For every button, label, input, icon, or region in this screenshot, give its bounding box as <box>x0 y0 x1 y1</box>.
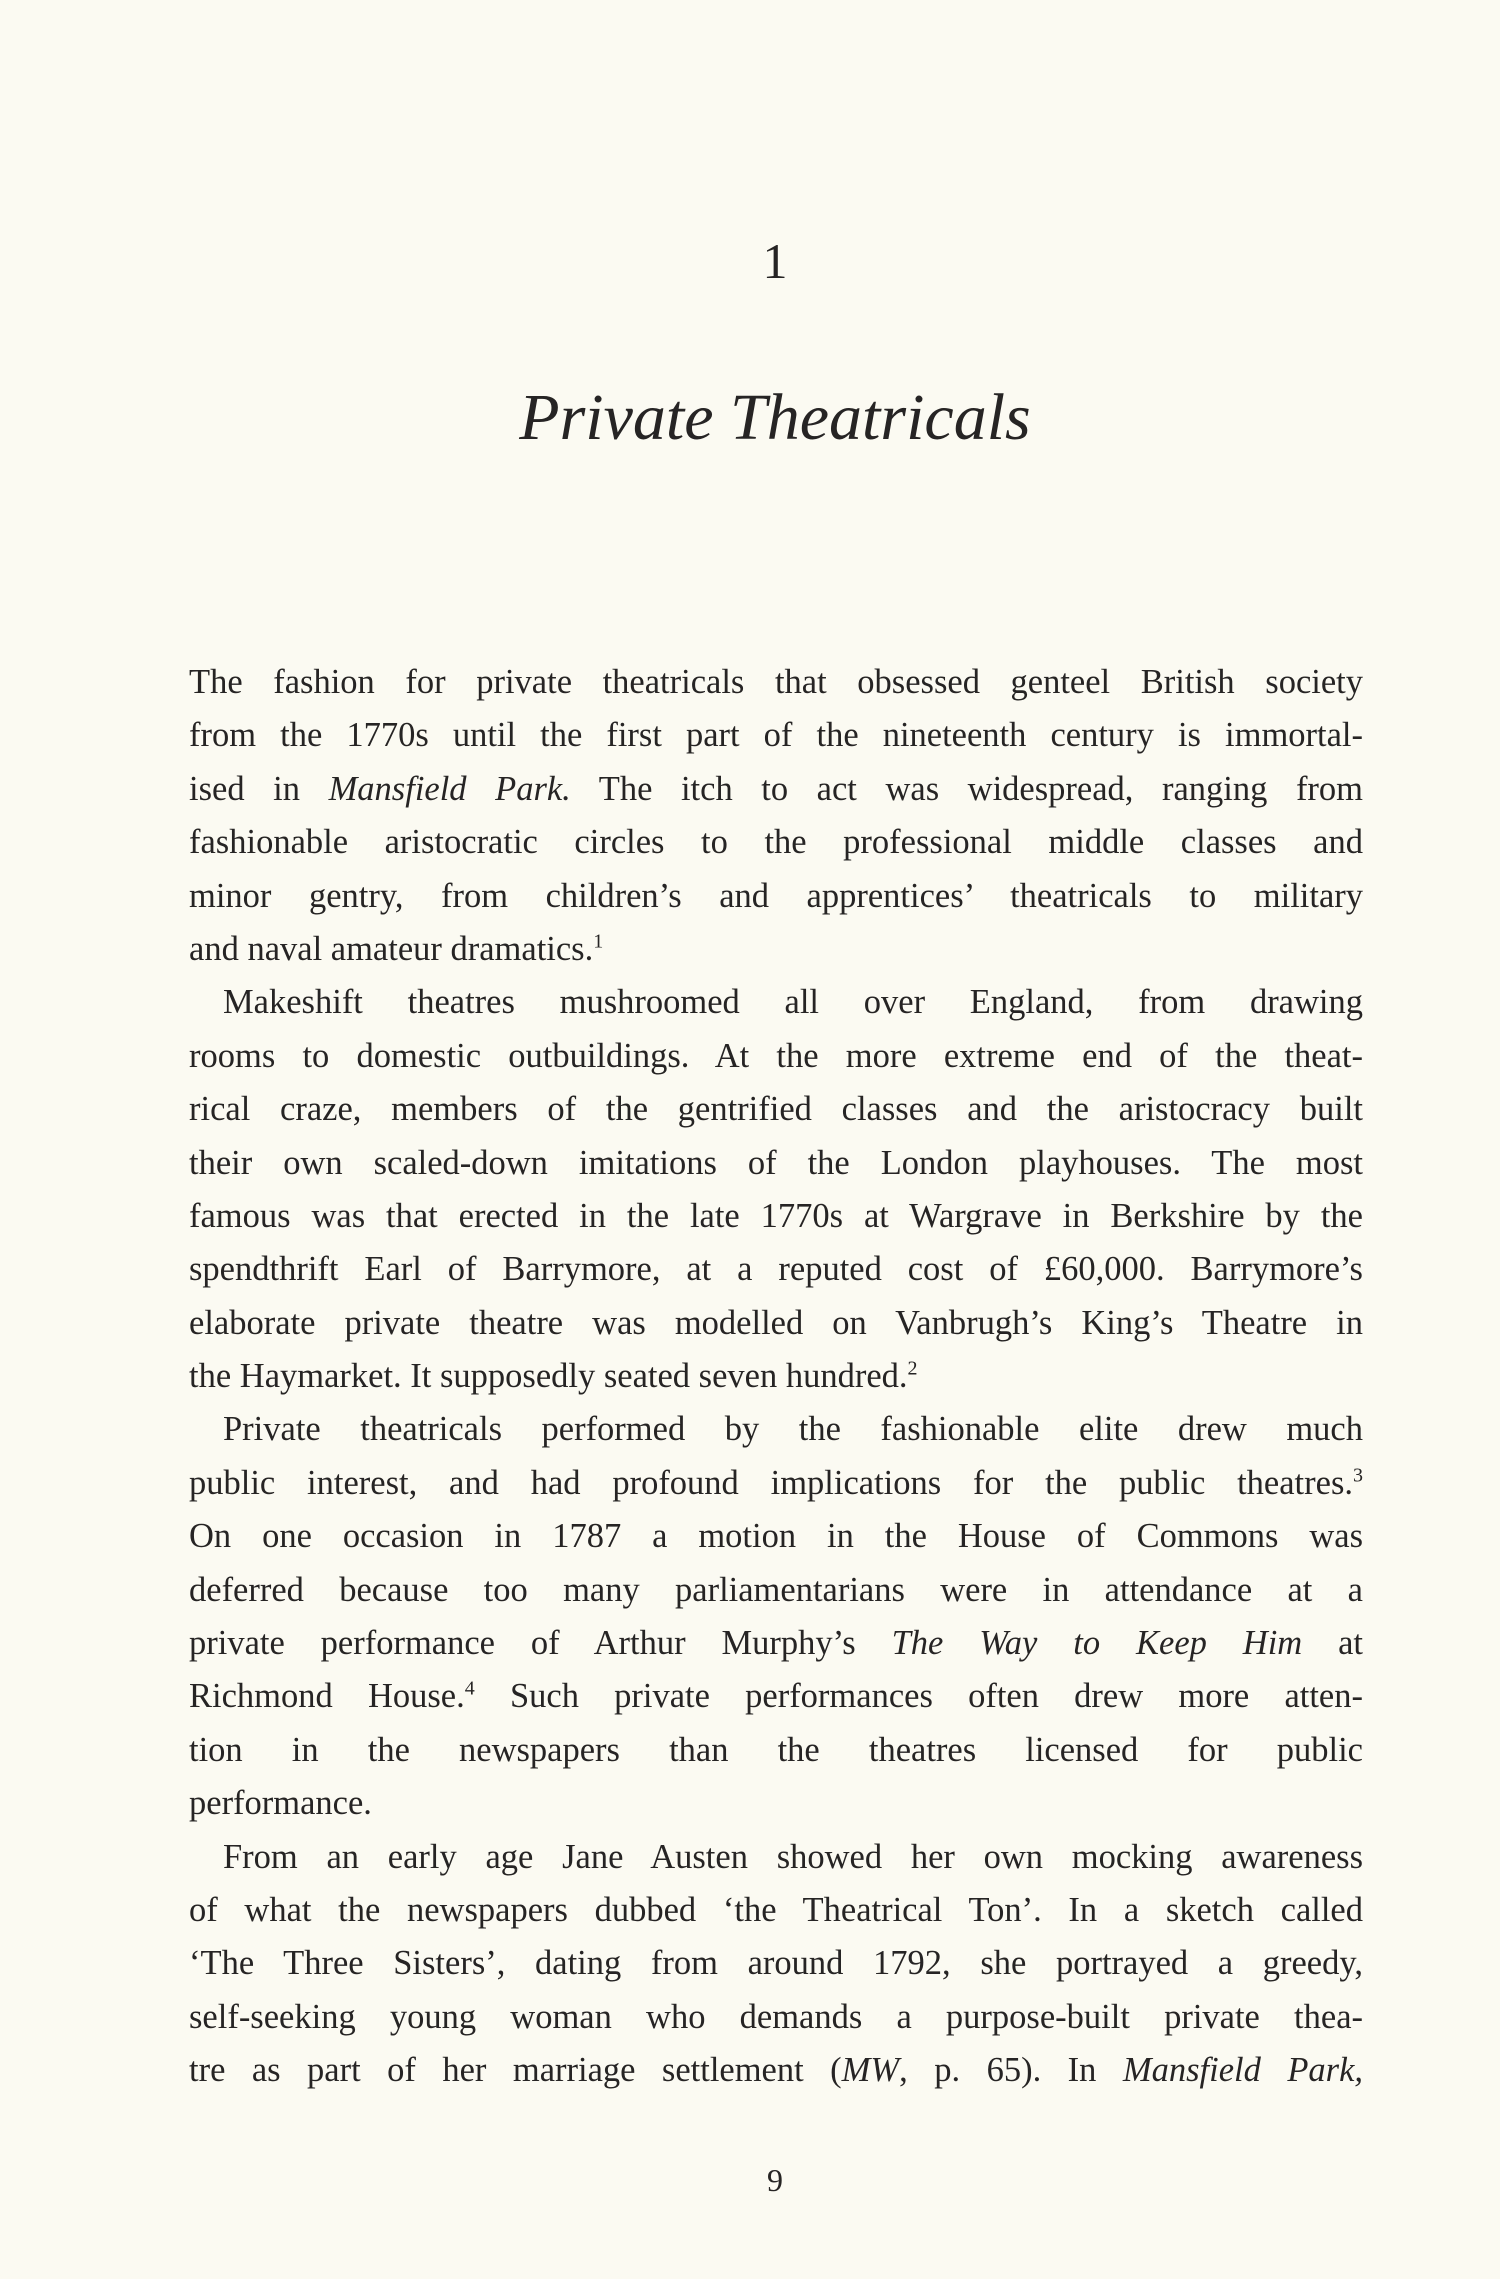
italic-text: The Way to Keep Him <box>891 1624 1303 1663</box>
text-line <box>189 2044 1363 2097</box>
footnote-marker: 2 <box>907 1357 918 1380</box>
text-line <box>189 923 1363 976</box>
text-line <box>189 1403 1363 1456</box>
text-span: elaborate private theatre was modelled on Vanbrugh’s King’s Theatre in <box>189 1303 1363 1342</box>
text-span: Makeshift theatres mushroomed all over England, from drawing <box>223 983 1363 1022</box>
text-line <box>189 1831 1363 1884</box>
text-line <box>189 656 1363 709</box>
text-line <box>189 1137 1363 1190</box>
text-line <box>189 763 1363 816</box>
footnote-marker: 4 <box>464 1677 475 1700</box>
text-line <box>189 709 1363 762</box>
text-span: tion in the newspapers than the theatres licensed for public <box>189 1730 1363 1769</box>
text-span: minor gentry, from children’s and apprentices’ theatricals to military <box>189 876 1363 915</box>
text-line <box>189 1510 1363 1563</box>
text-line <box>189 1937 1363 1990</box>
footnote-marker: 3 <box>1353 1464 1363 1487</box>
paragraph <box>189 1831 1363 2098</box>
text-span: spendthrift Earl of Barrymore, at a reputed cost of £60,000. Barrymore’s <box>189 1250 1363 1289</box>
text-span: performance. <box>189 1784 372 1823</box>
text-line <box>189 1190 1363 1243</box>
text-line <box>189 1724 1363 1777</box>
text-span: On one occasion in 1787 a motion in the House of Commons was <box>189 1517 1363 1556</box>
text-line <box>189 816 1363 869</box>
text-line <box>189 870 1363 923</box>
text-line <box>189 1243 1363 1296</box>
text-line <box>189 1350 1363 1403</box>
text-span: The fashion for private theatricals that obsessed genteel British society <box>189 663 1363 701</box>
text-span: self-seeking young woman who demands a purpose-built private thea- <box>189 1997 1363 2036</box>
text-span: the Haymarket. It supposedly seated seven hundred. <box>189 1357 908 1396</box>
text-span: The itch to act was widespread, ranging from <box>570 769 1364 808</box>
text-span: of what the newspapers dubbed ‘the Theatrical Ton’. In a sketch called <box>189 1890 1363 1929</box>
text-line <box>189 976 1363 1029</box>
text-span: rooms to domestic outbuildings. At the more extreme end of the theat- <box>189 1036 1363 1075</box>
text-span: from the 1770s until the first part of the nineteenth century is immortal- <box>189 716 1363 755</box>
page-number: 9 <box>767 2162 783 2198</box>
text-span: ised in <box>189 769 329 808</box>
text-span: ‘The Three Sisters’, dating from around 1792, she portrayed a greedy, <box>189 1944 1363 1983</box>
text-line <box>189 1297 1363 1350</box>
text-line <box>189 1083 1363 1136</box>
text-span: From an early age Jane Austen showed her own mocking awareness <box>223 1837 1363 1876</box>
text-line <box>189 1617 1363 1670</box>
text-span: Such private performances often drew more atten- <box>474 1677 1363 1716</box>
body-text <box>189 656 1363 2098</box>
text-line <box>189 1670 1363 1723</box>
text-span: and naval amateur dramatics. <box>189 929 594 968</box>
paragraph <box>189 656 1363 976</box>
chapter-title: Private Theatricals <box>519 381 1031 454</box>
italic-text: MW <box>841 2051 900 2090</box>
paragraph <box>189 976 1363 1403</box>
text-span: public interest, and had profound implications for the public theatres. <box>189 1463 1353 1502</box>
text-span: famous was that erected in the late 1770s at Wargrave in Berkshire by the <box>189 1196 1363 1235</box>
italic-text: Mansfield Park. <box>328 769 571 808</box>
paragraph <box>189 1403 1363 1830</box>
text-span: private performance of Arthur Murphy’s <box>189 1624 892 1663</box>
text-span: , p. 65). In <box>899 2051 1123 2090</box>
text-line <box>189 1884 1363 1937</box>
text-line <box>189 1030 1363 1083</box>
text-line <box>189 1991 1363 2044</box>
text-span: rical craze, members of the gentrified classes and the aristocracy built <box>189 1090 1363 1129</box>
text-line <box>189 1777 1363 1830</box>
text-span: Private theatricals performed by the fashionable elite drew much <box>223 1410 1363 1449</box>
text-line <box>189 1564 1363 1617</box>
text-span: tre as part of her marriage settlement ( <box>189 2051 842 2090</box>
footnote-marker: 1 <box>593 930 604 953</box>
text-line <box>189 1457 1363 1510</box>
text-span: deferred because too many parliamentarians were in attendance at a <box>189 1570 1363 1609</box>
text-span: fashionable aristocratic circles to the professional middle classes and <box>189 823 1363 862</box>
text-span: at <box>1302 1624 1363 1663</box>
text-span: Richmond House. <box>189 1677 465 1716</box>
text-span: their own scaled-down imitations of the London playhouses. The most <box>189 1143 1363 1182</box>
italic-text: Mansfield Park, <box>1122 2051 1364 2090</box>
chapter-number: 1 <box>762 233 788 289</box>
